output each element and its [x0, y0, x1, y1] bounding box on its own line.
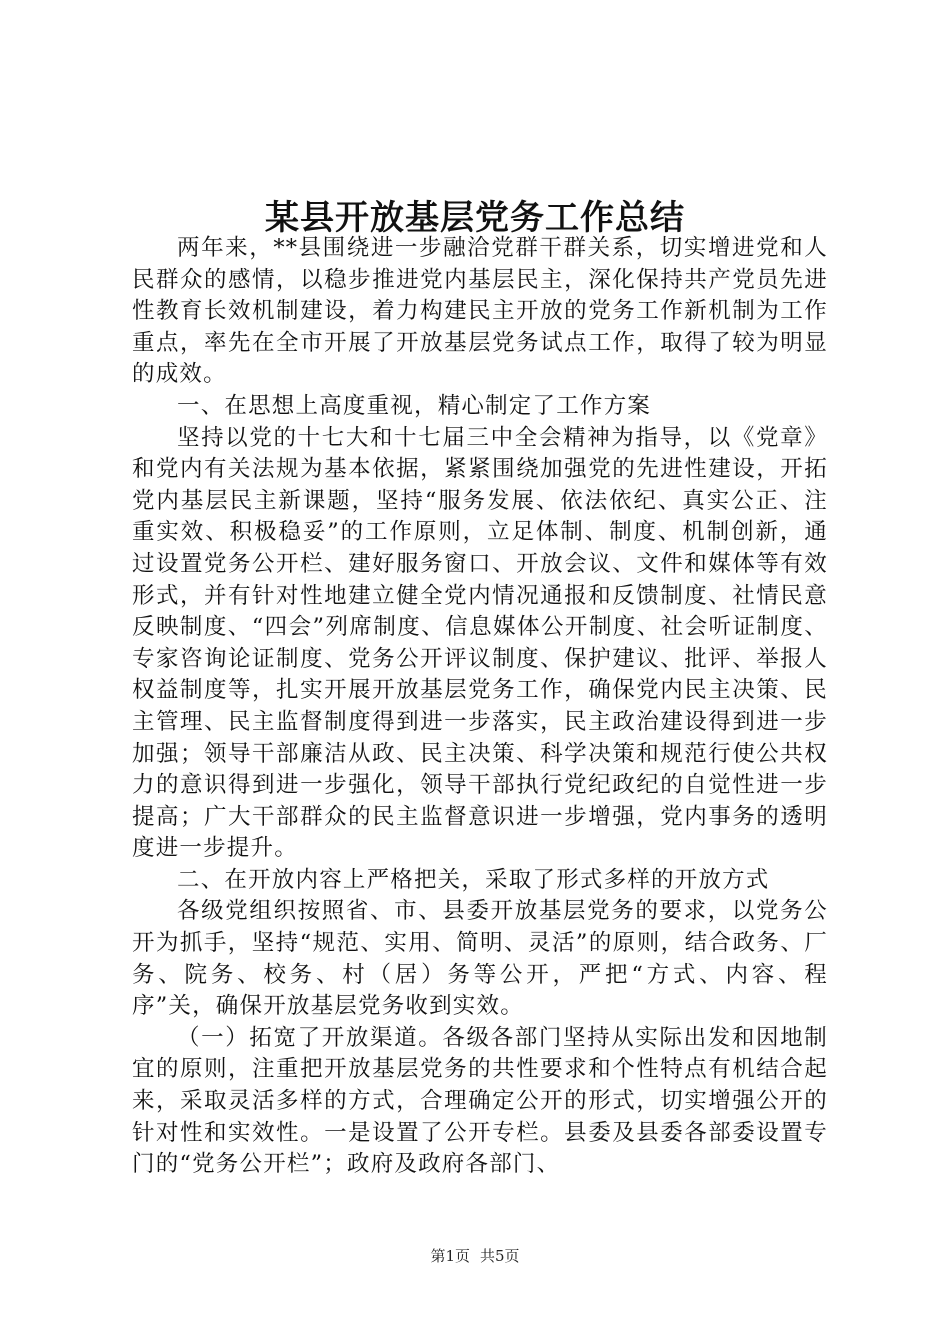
- document-title: 某县开放基层党务工作总结: [265, 198, 685, 238]
- paragraph-section-2: 各级党组织按照省、市、县委开放基层党务的要求，以党务公开为抓手，坚持“规范、实用、简明、灵活”的原则，结合政务、厂务、院务、校务、村（居）务等公开，严把“方式、内容、程序”关，确保开放基层党务收到实效。: [132, 898, 828, 1020]
- paragraph-section-1: 坚持以党的十七大和十七届三中全会精神为指导，以《党章》和党内有关法规为基本依据，紧紧围绕加强党的先进性建设，开拓党内基层民主新课题，坚持“服务发展、依法依纪、真实公正、注重实效、积极稳妥”的工作原则，立足体制、制度、机制创新，通过设置党务公开栏、建好服务窗口、开放会议、文件和媒体等有效形式，并有针对性地建立健全党内情况通报和反馈制度、社情民意反映制度、“四会”列席制度、信息媒体公开制度、社会听证制度、专家咨询论证制度、党务公开评议制度、保护建议、批评、举报人权益制度等，扎实开展开放基层党务工作，确保党内民主决策、民主管理、民主监督制度得到进一步落实，民主政治建设得到进一步加强；领导干部廉洁从政、民主决策、科学决策和规范行使公共权力的意识得到进一步强化，领导干部执行党纪政纪的自觉性进一步提高；广大干部群众的民主监督意识进一步增强，党内事务的透明度进一步提升。: [132, 424, 828, 862]
- paragraph-subsection-1: （一）拓宽了开放渠道。各级各部门坚持从实际出发和因地制宜的原则，注重把开放基层党务的共性要求和个性特点有机结合起来，采取灵活多样的方式，合理确定公开的形式，切实增强公开的针对性和实效性。一是设置了公开专栏。县委及县委各部委设置专门的“党务公开栏”；政府及政府各部门、: [132, 1024, 828, 1178]
- document-body: [132, 233, 828, 1181]
- section-heading-1: 一、在思想上高度重视，精心制定了工作方案: [177, 392, 652, 419]
- section-heading-2: 二、在开放内容上严格把关，采取了形式多样的开放方式: [177, 866, 770, 893]
- page-footer: [0, 1245, 950, 1266]
- page-number: 第1页: [430, 1247, 470, 1265]
- page-total: 共5页: [480, 1247, 520, 1265]
- paragraph-intro: 两年来，**县围绕进一步融洽党群干群关系，切实增进党和人民群众的感情，以稳步推进党内基层民主，深化保持共产党员先进性教育长效机制建设，着力构建民主开放的党务工作新机制为工作重点，率先在全市开展了开放基层党务试点工作，取得了较为明显的成效。: [132, 235, 828, 388]
